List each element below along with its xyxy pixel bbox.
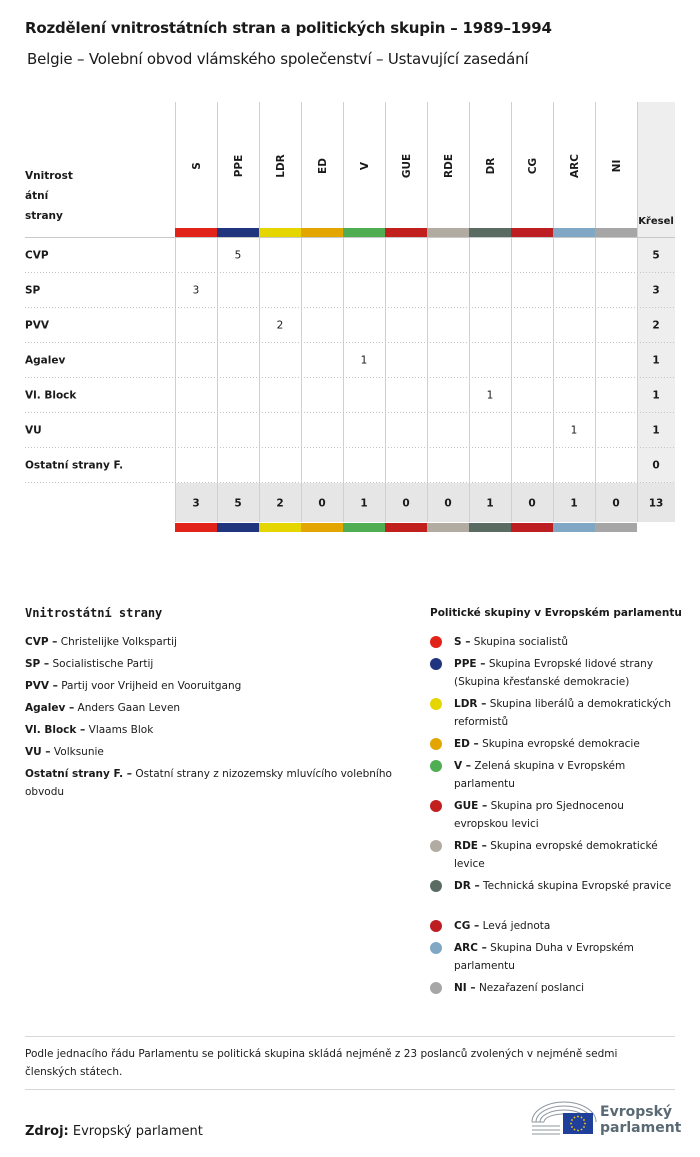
legend-abbr: VU – bbox=[25, 746, 51, 758]
legend-name: Skupina evropské demokracie bbox=[478, 738, 640, 750]
ep-group-legend-item bbox=[454, 837, 679, 873]
legend-abbr: PVV – bbox=[25, 680, 58, 692]
legend-name: Nezařazení poslanci bbox=[475, 982, 585, 994]
legend-abbr: V – bbox=[454, 760, 472, 772]
cell-value: 3 bbox=[192, 284, 200, 297]
color-bar-arc bbox=[553, 228, 595, 237]
footnote-divider-top bbox=[25, 1036, 675, 1037]
legend-abbr: CVP – bbox=[25, 636, 58, 648]
ep-group-legend-item bbox=[454, 633, 679, 651]
column-header-ni: NI bbox=[611, 159, 623, 173]
group-color-dot bbox=[430, 636, 442, 648]
legend-abbr: PPE – bbox=[454, 658, 486, 670]
color-bar-bottom-v bbox=[343, 523, 385, 532]
legend-abbr: ED – bbox=[454, 738, 479, 750]
footnote: Podle jednacího řádu Parlamentu se politická skupina skládá nejméně z 23 poslanců zvolených v nejméně sedmi členských státech. bbox=[25, 1048, 618, 1078]
legend-name: Skupina Evropské lidové strany (Skupina křesťanské demokracie) bbox=[454, 658, 654, 688]
ep-group-legend-item bbox=[454, 655, 679, 691]
group-color-dot bbox=[430, 982, 442, 994]
legend-name: Skupina socialistů bbox=[470, 636, 568, 648]
legend-name: Skupina evropské demokratické levice bbox=[454, 840, 658, 870]
logo-text: Evropský parlament bbox=[600, 1104, 682, 1136]
ep-group-legend-item bbox=[454, 979, 679, 997]
legend-name: Socialistische Partij bbox=[49, 658, 154, 670]
legend-name: Technická skupina Evropské pravice bbox=[479, 880, 672, 892]
legend-name: Skupina pro Sjednocenou evropskou levici bbox=[454, 800, 624, 830]
color-bar-ni bbox=[595, 228, 637, 237]
group-color-dot bbox=[430, 920, 442, 932]
national-party-legend-item bbox=[25, 677, 405, 695]
national-party-legend-item bbox=[25, 699, 405, 717]
column-header-cg: CG bbox=[527, 157, 539, 175]
row-header-label: átní bbox=[25, 190, 49, 202]
color-bar-bottom-ni bbox=[595, 523, 637, 532]
row-label: VU bbox=[25, 424, 42, 437]
row-total: 5 bbox=[652, 249, 660, 262]
column-header-rde: RDE bbox=[443, 154, 455, 178]
totals-row-bg bbox=[175, 483, 675, 522]
column-total: 0 bbox=[612, 497, 620, 510]
legend-name: Partij voor Vrijheid en Vooruitgang bbox=[57, 680, 242, 692]
column-total: 5 bbox=[234, 497, 242, 510]
column-header-v: V bbox=[359, 161, 371, 171]
group-color-dot bbox=[430, 738, 442, 750]
group-color-dot bbox=[430, 942, 442, 954]
legend-abbr: Ostatní strany F. – bbox=[25, 768, 133, 780]
row-header-label: strany bbox=[25, 210, 63, 222]
row-label: CVP bbox=[25, 249, 49, 262]
column-header-ldr: LDR bbox=[275, 154, 287, 178]
seats-header: Křesel bbox=[638, 216, 674, 227]
column-total: 3 bbox=[192, 497, 200, 510]
cell-value: 1 bbox=[486, 389, 494, 402]
group-color-dot bbox=[430, 840, 442, 852]
color-bar-s bbox=[175, 228, 217, 237]
grand-total: 13 bbox=[648, 497, 664, 510]
legend-name: Anders Gaan Leven bbox=[74, 702, 181, 714]
legend-abbr: Vl. Block – bbox=[25, 724, 86, 736]
column-header-arc: ARC bbox=[569, 154, 581, 178]
row-total: 1 bbox=[652, 354, 660, 367]
cell-value: 5 bbox=[234, 249, 242, 262]
legend-abbr: Agalev – bbox=[25, 702, 75, 714]
column-total: 1 bbox=[486, 497, 494, 510]
column-header-ed: ED bbox=[317, 158, 329, 174]
color-bar-gue bbox=[385, 228, 427, 237]
ep-group-legend-item bbox=[454, 757, 679, 793]
row-label: PVV bbox=[25, 319, 49, 332]
legend-name: Vlaams Blok bbox=[85, 724, 154, 736]
group-color-dot bbox=[430, 760, 442, 772]
legend-abbr: SP – bbox=[25, 658, 50, 670]
ep-group-legend-item bbox=[454, 939, 679, 975]
color-bar-bottom-arc bbox=[553, 523, 595, 532]
column-total: 0 bbox=[444, 497, 452, 510]
row-header-label: Vnitrost bbox=[25, 170, 73, 182]
column-total: 0 bbox=[318, 497, 326, 510]
group-color-dot bbox=[430, 800, 442, 812]
color-bar-rde bbox=[427, 228, 469, 237]
row-total: 0 bbox=[652, 459, 660, 472]
legend-abbr: NI – bbox=[454, 982, 476, 994]
color-bar-bottom-gue bbox=[385, 523, 427, 532]
column-header-dr: DR bbox=[485, 157, 497, 175]
national-party-legend-item bbox=[25, 721, 405, 739]
color-bar-bottom-rde bbox=[427, 523, 469, 532]
ep-groups-legend-title: Politické skupiny v Evropském parlamentu bbox=[430, 607, 682, 619]
color-bar-dr bbox=[469, 228, 511, 237]
ep-group-legend-item bbox=[454, 797, 679, 833]
column-total: 0 bbox=[528, 497, 536, 510]
legend-name: Ostatní strany z nizozemsky mluvícího volebního obvodu bbox=[25, 768, 392, 798]
column-header-gue: GUE bbox=[401, 153, 413, 179]
legend-abbr: ARC – bbox=[454, 942, 487, 954]
row-label: Ostatní strany F. bbox=[25, 459, 124, 472]
legend-name: Skupina Duha v Evropském parlamentu bbox=[454, 942, 634, 972]
color-bar-ed bbox=[301, 228, 343, 237]
row-label: SP bbox=[25, 284, 41, 297]
legend-abbr: GUE – bbox=[454, 800, 488, 812]
color-bar-bottom-ppe bbox=[217, 523, 259, 532]
column-total: 1 bbox=[570, 497, 578, 510]
column-header-s: S bbox=[191, 162, 203, 170]
group-color-dot bbox=[430, 698, 442, 710]
column-total: 2 bbox=[276, 497, 284, 510]
national-party-legend-item bbox=[25, 765, 405, 801]
legend-name: Skupina liberálů a demokratických reformistů bbox=[454, 698, 671, 728]
cell-value: 1 bbox=[360, 354, 368, 367]
row-total: 3 bbox=[652, 284, 660, 297]
national-party-legend-item bbox=[25, 743, 405, 761]
national-parties-legend-title: Vnitrostátní strany bbox=[25, 606, 163, 620]
source bbox=[25, 1124, 203, 1139]
column-total: 0 bbox=[402, 497, 410, 510]
color-bar-bottom-cg bbox=[511, 523, 553, 532]
row-label: Agalev bbox=[25, 354, 66, 367]
chart-subtitle: Belgie – Volební obvod vlámského společenství – Ustavující zasedání bbox=[27, 50, 529, 68]
legend-abbr: DR – bbox=[454, 880, 480, 892]
legend-name: Christelijke Volkspartij bbox=[57, 636, 177, 648]
legend-abbr: RDE – bbox=[454, 840, 487, 852]
color-bar-bottom-ed bbox=[301, 523, 343, 532]
color-bar-bottom-ldr bbox=[259, 523, 301, 532]
color-bar-bottom-s bbox=[175, 523, 217, 532]
ep-group-legend-item bbox=[454, 695, 679, 731]
color-bar-ppe bbox=[217, 228, 259, 237]
legend-abbr: CG – bbox=[454, 920, 480, 932]
ep-group-legend-item bbox=[454, 917, 679, 935]
national-party-legend-item bbox=[25, 655, 405, 673]
row-total: 2 bbox=[652, 319, 660, 332]
row-label: Vl. Block bbox=[25, 389, 77, 402]
group-color-dot bbox=[430, 880, 442, 892]
source-label: Zdroj: bbox=[25, 1124, 69, 1139]
row-total: 1 bbox=[652, 424, 660, 437]
color-bar-ldr bbox=[259, 228, 301, 237]
color-bar-v bbox=[343, 228, 385, 237]
color-bar-cg bbox=[511, 228, 553, 237]
chart-title: Rozdělení vnitrostátních stran a politických skupin – 1989–1994 bbox=[25, 19, 552, 37]
color-bar-bottom-dr bbox=[469, 523, 511, 532]
national-party-legend-item bbox=[25, 633, 405, 651]
row-total: 1 bbox=[652, 389, 660, 402]
ep-group-legend-item bbox=[454, 877, 679, 895]
legend-abbr: S – bbox=[454, 636, 471, 648]
legend-abbr: LDR – bbox=[454, 698, 487, 710]
legend-name: Volksunie bbox=[50, 746, 104, 758]
cell-value: 1 bbox=[570, 424, 578, 437]
source-value: Evropský parlament bbox=[68, 1124, 203, 1139]
distribution-table bbox=[0, 95, 700, 540]
cell-value: 2 bbox=[276, 319, 284, 332]
legend-name: Levá jednota bbox=[479, 920, 551, 932]
column-header-ppe: PPE bbox=[233, 154, 245, 178]
column-total: 1 bbox=[360, 497, 368, 510]
legend-name: Zelená skupina v Evropském parlamentu bbox=[454, 760, 626, 790]
group-color-dot bbox=[430, 658, 442, 670]
ep-group-legend-item bbox=[454, 735, 679, 753]
footnote-divider-bottom bbox=[25, 1089, 675, 1090]
